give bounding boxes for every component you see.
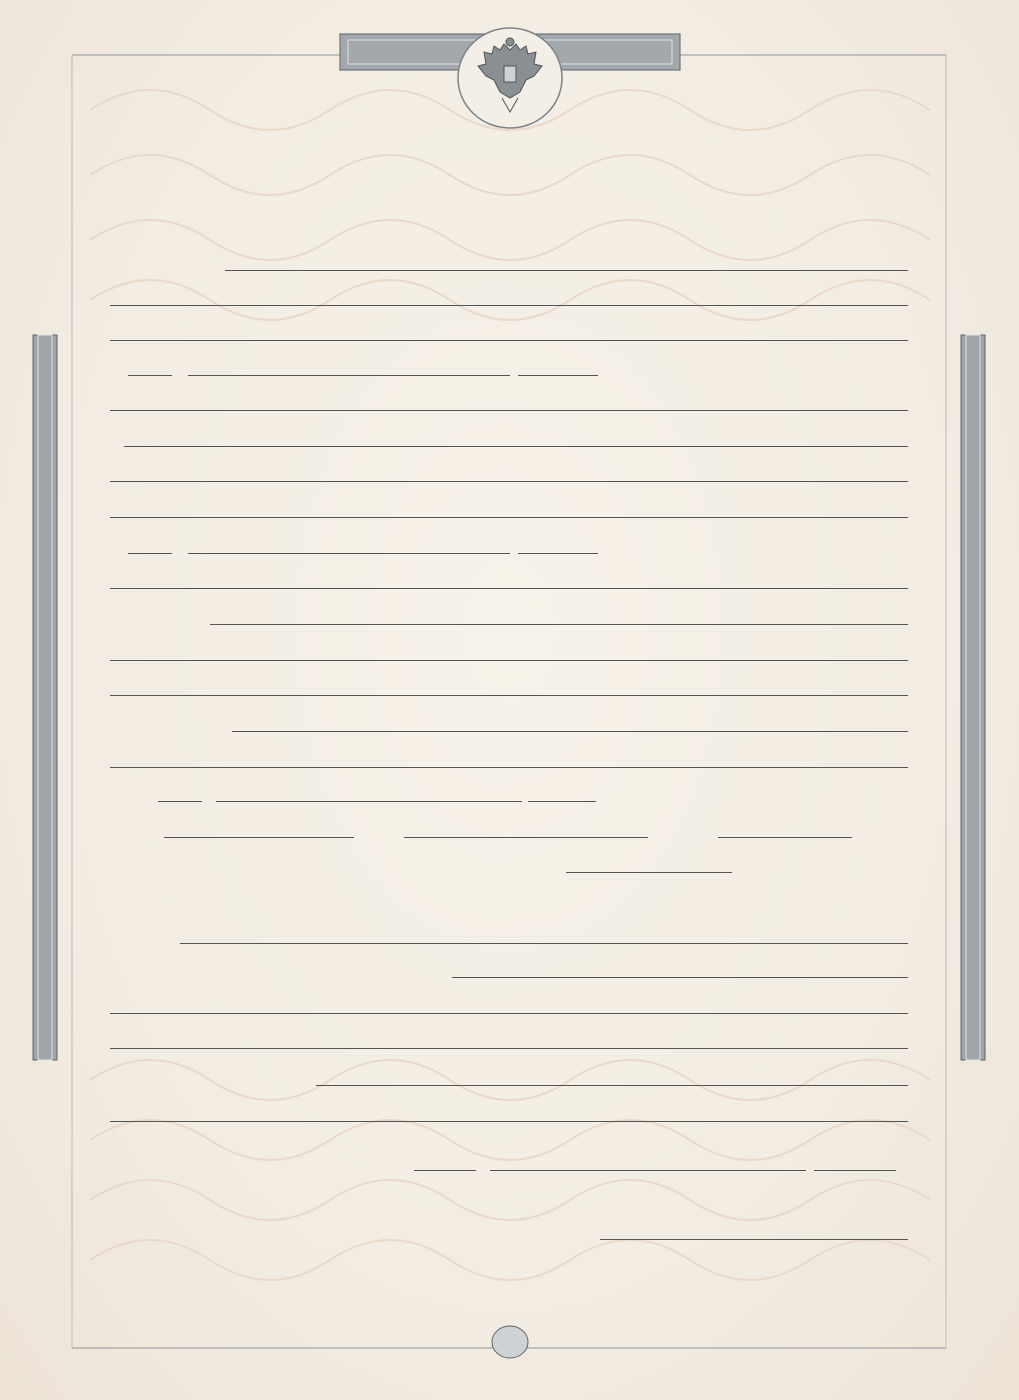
- signature-line[interactable]: [600, 1239, 908, 1240]
- registration-place-line-3[interactable]: [110, 1048, 908, 1049]
- record-month-line[interactable]: [404, 837, 648, 838]
- basis-month-line[interactable]: [216, 801, 522, 802]
- spouse1-surname-line[interactable]: [225, 270, 908, 271]
- basis-year-line[interactable]: [528, 801, 596, 802]
- spouse2-birth-day-line[interactable]: [128, 553, 172, 554]
- basis-line-2[interactable]: [110, 767, 908, 768]
- new-surname-line[interactable]: [180, 943, 908, 944]
- spouse2-surname-line[interactable]: [124, 446, 908, 447]
- spouse2-citizenship-line[interactable]: [110, 517, 908, 518]
- issue-month-line[interactable]: [490, 1170, 806, 1171]
- spouse2-birthplace-line[interactable]: [110, 588, 908, 589]
- spouse1-citizenship-line[interactable]: [110, 340, 908, 341]
- issued-surname-line[interactable]: [316, 1085, 908, 1086]
- basis-day-line[interactable]: [158, 801, 202, 802]
- record-number-line[interactable]: [566, 872, 732, 873]
- spouse1-name-line[interactable]: [110, 305, 908, 306]
- issued-name-line[interactable]: [110, 1121, 908, 1122]
- registration-place-line[interactable]: [452, 977, 908, 978]
- spouse2-birth-month-line[interactable]: [188, 553, 510, 554]
- spouse1-birth-year-line[interactable]: [518, 375, 598, 376]
- registration-place-line-2[interactable]: [110, 1013, 908, 1014]
- spouse1-birthplace-line[interactable]: [110, 410, 908, 411]
- spouse1-birth-month-line[interactable]: [188, 375, 510, 376]
- record-day-line[interactable]: [718, 837, 852, 838]
- termination-date-line[interactable]: [210, 624, 908, 625]
- spouse2-name-line[interactable]: [110, 481, 908, 482]
- termination-date-line-3[interactable]: [110, 695, 908, 696]
- termination-date-line-2[interactable]: [110, 660, 908, 661]
- double-headed-eagle-icon: [474, 36, 546, 118]
- spouse2-birth-year-line[interactable]: [518, 553, 598, 554]
- basis-line[interactable]: [232, 731, 908, 732]
- issue-day-line[interactable]: [414, 1170, 476, 1171]
- issue-year-line[interactable]: [814, 1170, 896, 1171]
- spouse1-birth-day-line[interactable]: [128, 375, 172, 376]
- record-year-line[interactable]: [164, 837, 354, 838]
